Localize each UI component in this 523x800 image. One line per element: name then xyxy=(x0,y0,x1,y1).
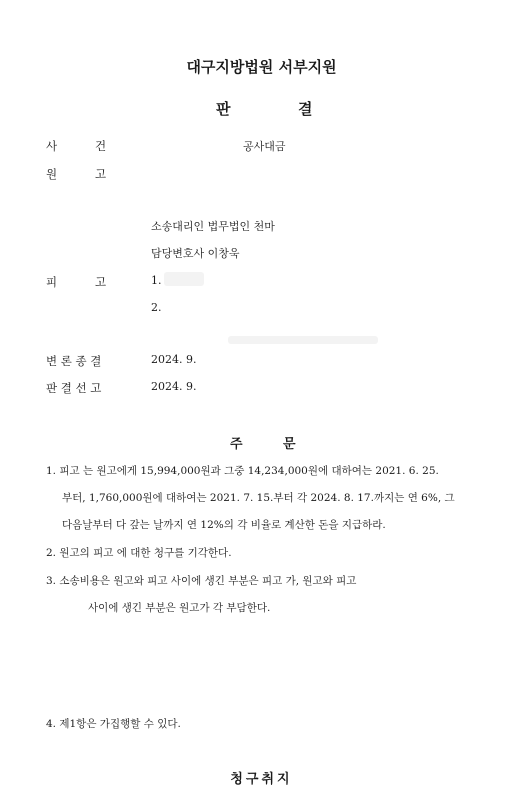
order-heading-left: 주 xyxy=(230,437,243,452)
plaintiff-label-2: 고 xyxy=(95,167,107,181)
defendant-item-2: 2. xyxy=(151,301,162,314)
judgment-label: 판 결 선 고 xyxy=(46,381,102,395)
attorney-name: 담당변호사 이창욱 xyxy=(151,247,240,260)
counsel-name: 소송대리인 법무법인 천마 xyxy=(151,220,275,233)
order-paragraph-1a: 1. 피고 는 원고에게 15,994,000원과 그중 14,234,000원에 대하여는 2021. 6. 25. xyxy=(46,465,439,477)
order-paragraph-4: 4. 제1항은 가집행할 수 있다. xyxy=(46,718,181,730)
document-title-left: 판 xyxy=(216,100,231,118)
judgment-date: 2024. 9. xyxy=(151,380,197,393)
closing-label: 변 론 종 결 xyxy=(46,354,102,368)
defendant-item-1: 1. xyxy=(151,274,162,287)
redacted-area xyxy=(164,272,204,286)
case-label-1: 사 xyxy=(46,139,58,153)
defendant-label-2: 고 xyxy=(95,275,107,289)
order-paragraph-1c: 다음날부터 다 갚는 날까지 연 12%의 각 비율로 계산한 돈을 지급하라. xyxy=(62,519,386,531)
plaintiff-label-1: 원 xyxy=(46,167,58,181)
order-paragraph-3a: 3. 소송비용은 원고와 피고 사이에 생긴 부분은 피고 가, 원고와 피고 xyxy=(46,575,357,587)
order-paragraph-1b: 부터, 1,760,000원에 대하여는 2021. 7. 15.부터 각 2024. 8. 17.까지는 연 6%, 그 xyxy=(62,492,455,504)
document-title-right: 결 xyxy=(298,100,313,118)
case-value: 공사대금 xyxy=(243,140,286,153)
case-label-2: 건 xyxy=(95,139,107,153)
order-paragraph-3b: 사이에 생긴 부분은 원고가 각 부담한다. xyxy=(88,602,271,614)
order-paragraph-2: 2. 원고의 피고 에 대한 청구를 기각한다. xyxy=(46,547,232,559)
defendant-label-1: 피 xyxy=(46,275,58,289)
closing-date: 2024. 9. xyxy=(151,353,197,366)
redacted-area xyxy=(228,336,378,344)
claim-heading: 청구취지 xyxy=(230,772,293,787)
order-heading-right: 문 xyxy=(283,437,296,452)
court-name: 대구지방법원 서부지원 xyxy=(186,58,337,76)
